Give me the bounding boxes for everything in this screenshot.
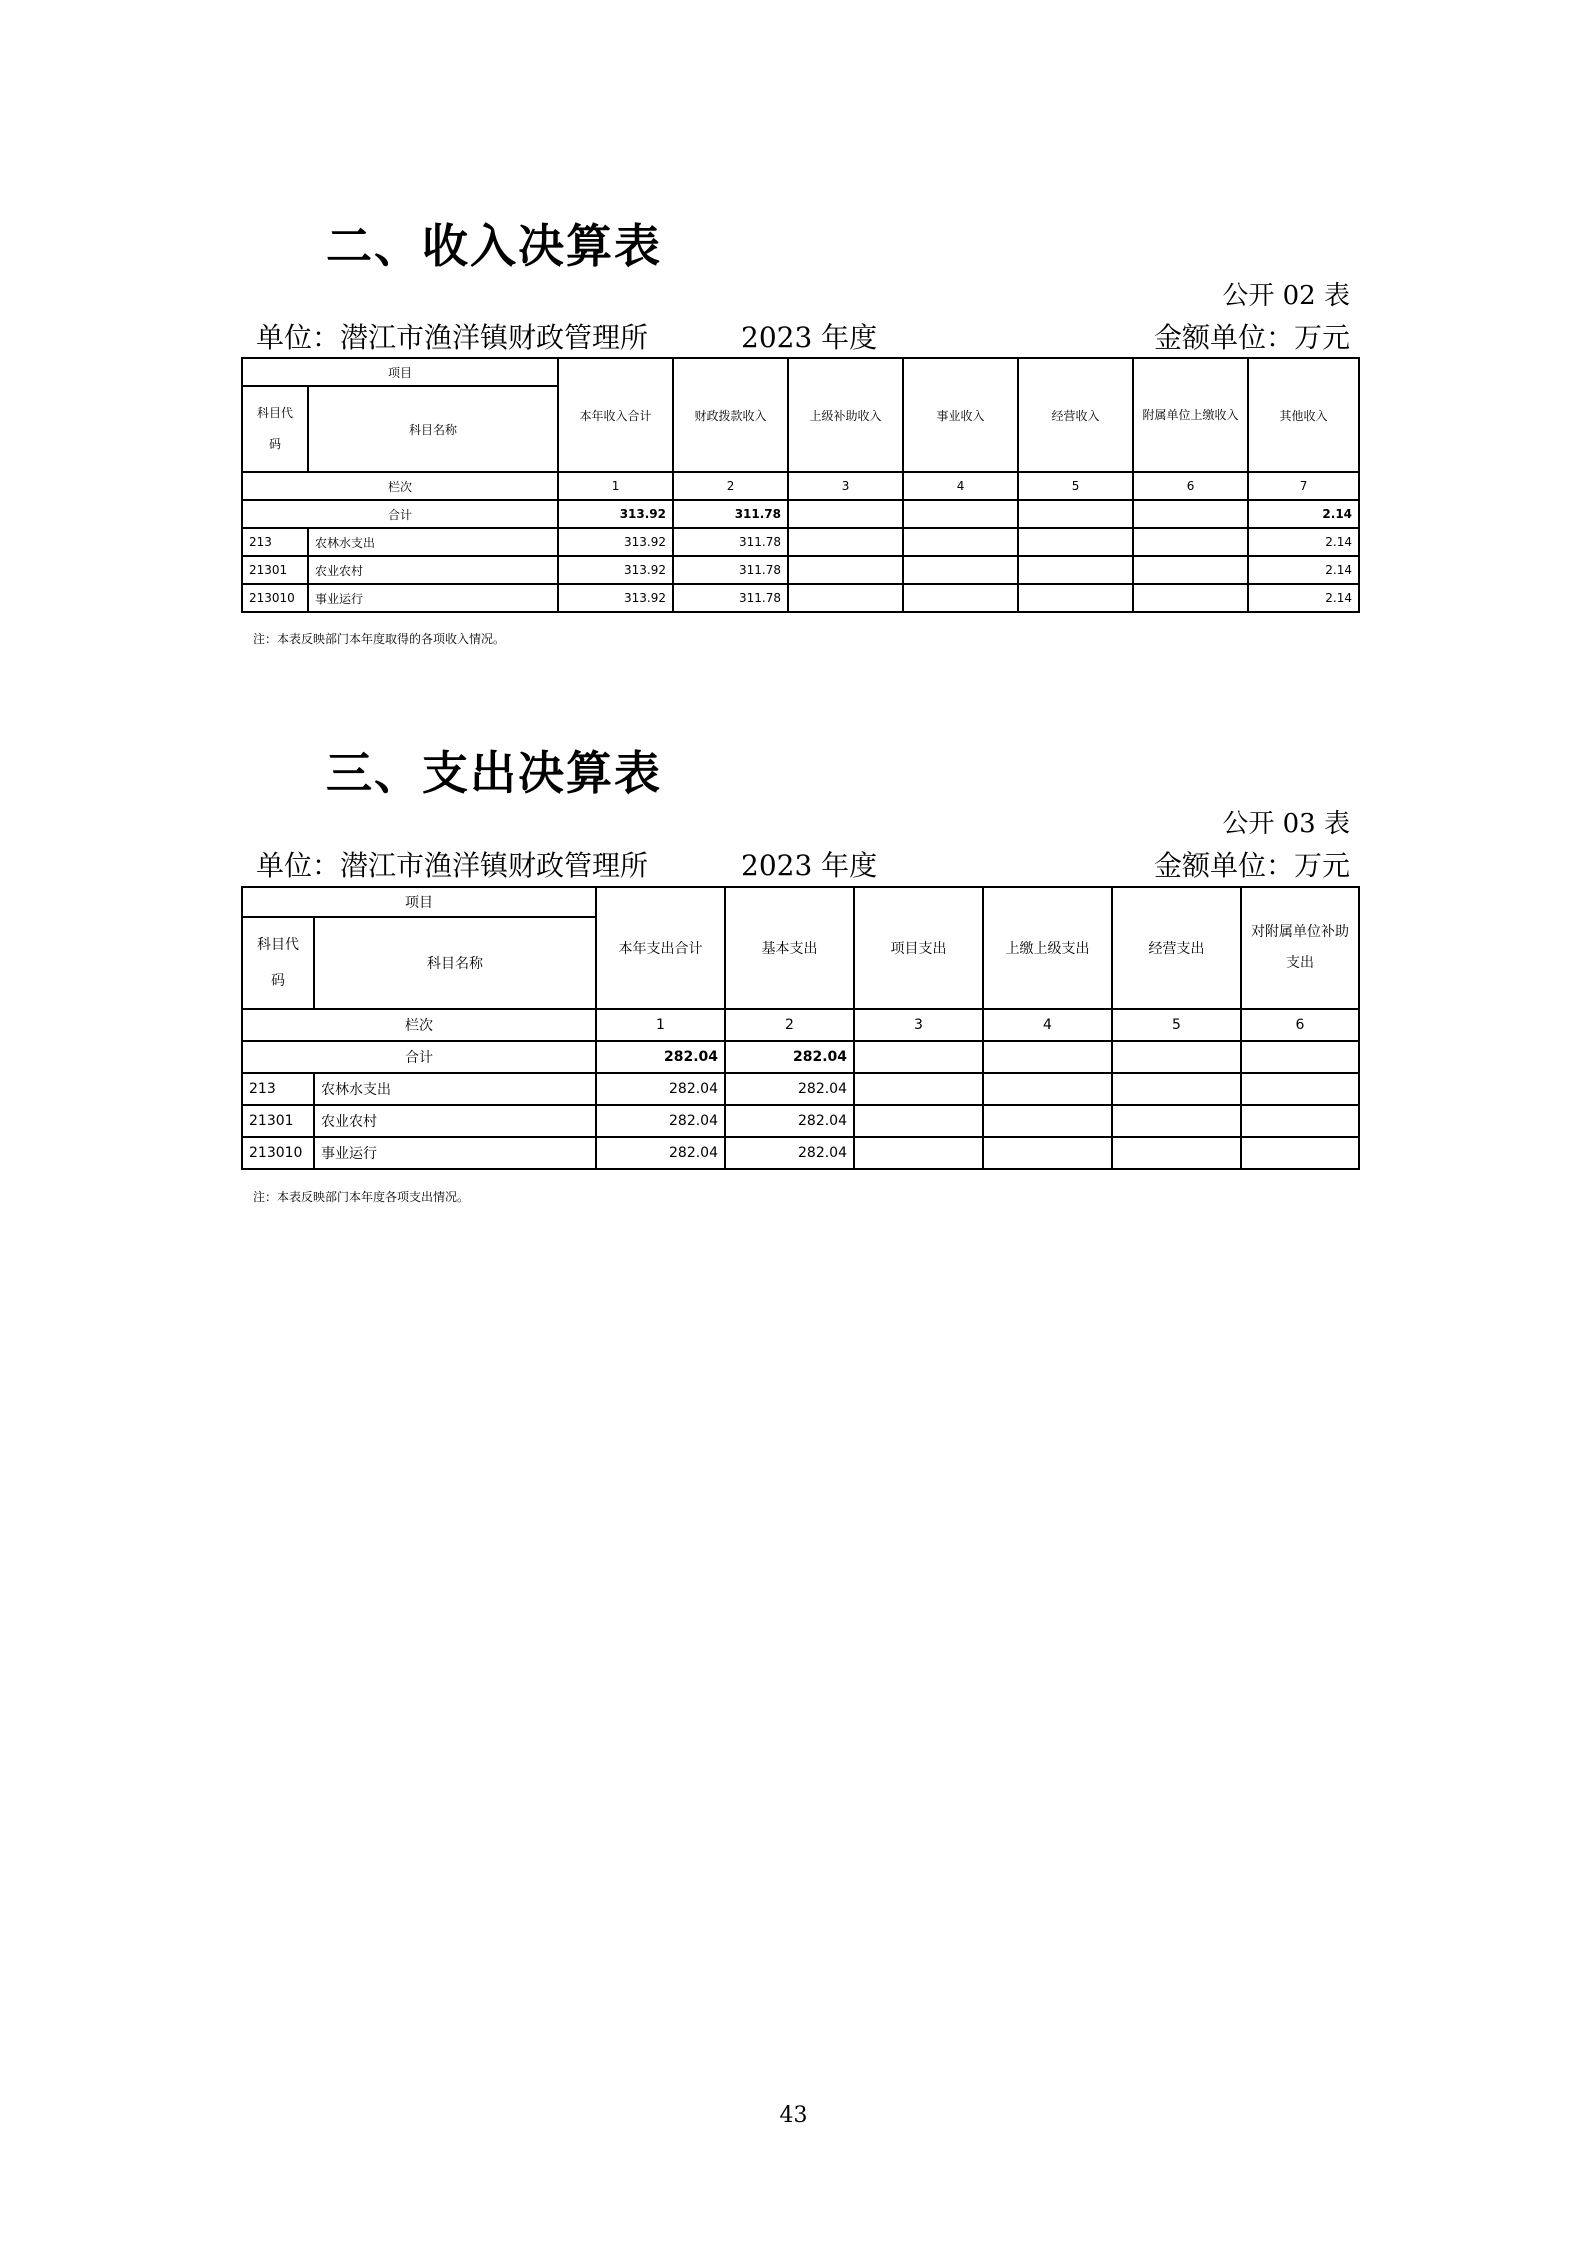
income-total-value: [1018, 500, 1133, 528]
income-colnum-row: [242, 472, 1359, 500]
expense-header-col: 上缴上级支出: [983, 887, 1112, 1009]
income-total-row: [242, 500, 1359, 528]
income-row-value: [788, 556, 903, 584]
expense-row-code: 21301: [242, 1105, 314, 1137]
expense-row-value: [1112, 1105, 1241, 1137]
income-row-value: [788, 584, 903, 612]
expense-row-name: 事业运行: [314, 1137, 596, 1169]
income-row-value: 313.92: [558, 584, 673, 612]
expense-table: [241, 886, 1360, 1170]
income-col-num: 2: [673, 472, 788, 500]
income-col-num: 6: [1133, 472, 1248, 500]
income-header-col: 其他收入: [1248, 358, 1359, 472]
income-col-num: 1: [558, 472, 673, 500]
income-row-value: [903, 556, 1018, 584]
expense-total-label: 合计: [242, 1041, 596, 1073]
expense-row-value: [983, 1073, 1112, 1105]
expense-col-num: 5: [1112, 1009, 1241, 1041]
expense-row-value: 282.04: [596, 1105, 725, 1137]
income-row-value: [1133, 528, 1248, 556]
table-row: [242, 556, 1359, 584]
expense-row-value: 282.04: [596, 1073, 725, 1105]
income-row-value: 313.92: [558, 528, 673, 556]
expense-row-code: 213010: [242, 1137, 314, 1169]
expense-row-value: [983, 1137, 1112, 1169]
expense-header-col: 对附属单位补助支出: [1241, 887, 1359, 1009]
income-unit-label: 单位：潜江市渔洋镇财政管理所: [256, 321, 649, 354]
income-row-value: 311.78: [673, 584, 788, 612]
expense-header-item: 项目: [242, 887, 596, 917]
income-row-code: 213: [242, 528, 308, 556]
income-row-value: 2.14: [1248, 528, 1359, 556]
income-header-col: 附属单位上缴收入: [1133, 358, 1248, 472]
income-row-value: [1018, 528, 1133, 556]
income-currency-unit: 金额单位：万元: [1153, 321, 1350, 354]
table-row: [242, 1137, 1359, 1169]
income-row-name: 农林水支出: [308, 528, 558, 556]
expense-unit-label: 单位：潜江市渔洋镇财政管理所: [256, 849, 649, 882]
expense-row-value: 282.04: [596, 1137, 725, 1169]
income-row-value: [903, 584, 1018, 612]
expense-total-value: 282.04: [725, 1041, 854, 1073]
expense-section-title: 三、支出决算表: [326, 746, 662, 800]
income-total-value: [788, 500, 903, 528]
expense-row-value: [854, 1073, 983, 1105]
expense-col-num: 2: [725, 1009, 854, 1041]
income-row-value: 313.92: [558, 556, 673, 584]
income-total-label: 合计: [242, 500, 558, 528]
income-row-value: 2.14: [1248, 556, 1359, 584]
income-row-value: [1018, 584, 1133, 612]
income-col-num: 5: [1018, 472, 1133, 500]
income-rowno-label: 栏次: [242, 472, 558, 500]
expense-header-col: 项目支出: [854, 887, 983, 1009]
income-col-num: 4: [903, 472, 1018, 500]
expense-form-number: 公开 03 表: [1222, 809, 1350, 839]
income-total-value: 313.92: [558, 500, 673, 528]
expense-col-num: 1: [596, 1009, 725, 1041]
expense-header-row: [242, 887, 1359, 917]
income-header-col: 财政拨款收入: [673, 358, 788, 472]
income-header-col: 本年收入合计: [558, 358, 673, 472]
expense-row-name: 农林水支出: [314, 1073, 596, 1105]
expense-total-value: [854, 1041, 983, 1073]
expense-total-row: [242, 1041, 1359, 1073]
income-total-value: [903, 500, 1018, 528]
income-year: 2023 年度: [741, 321, 878, 354]
income-row-value: [903, 528, 1018, 556]
expense-row-value: 282.04: [725, 1105, 854, 1137]
expense-total-value: [1241, 1041, 1359, 1073]
income-header-col: 经营收入: [1018, 358, 1133, 472]
expense-row-value: [1241, 1073, 1359, 1105]
expense-colnum-row: [242, 1009, 1359, 1041]
income-row-value: [1018, 556, 1133, 584]
income-header-name: 科目名称: [308, 386, 558, 472]
income-col-num: 3: [788, 472, 903, 500]
expense-header-col: 基本支出: [725, 887, 854, 1009]
expense-row-code: 213: [242, 1073, 314, 1105]
expense-row-value: [1241, 1105, 1359, 1137]
expense-header-col: 本年支出合计: [596, 887, 725, 1009]
expense-row-value: [983, 1105, 1112, 1137]
expense-row-value: 282.04: [725, 1073, 854, 1105]
income-header-code: 科目代 码: [242, 386, 308, 472]
income-row-code: 21301: [242, 556, 308, 584]
table-row: [242, 1105, 1359, 1137]
expense-table-note: 注：本表反映部门本年度各项支出情况。: [253, 1190, 470, 1204]
expense-year: 2023 年度: [741, 849, 878, 882]
income-row-value: 311.78: [673, 528, 788, 556]
expense-col-num: 6: [1241, 1009, 1359, 1041]
income-row-name: 事业运行: [308, 584, 558, 612]
income-row-value: [788, 528, 903, 556]
income-row-name: 农业农村: [308, 556, 558, 584]
expense-total-value: [1112, 1041, 1241, 1073]
income-row-value: 311.78: [673, 556, 788, 584]
income-header-col: 上级补助收入: [788, 358, 903, 472]
table-row: [242, 584, 1359, 612]
expense-header-col: 经营支出: [1112, 887, 1241, 1009]
expense-col-num: 3: [854, 1009, 983, 1041]
income-row-value: 2.14: [1248, 584, 1359, 612]
expense-row-value: [1112, 1137, 1241, 1169]
expense-total-value: 282.04: [596, 1041, 725, 1073]
expense-row-value: [854, 1137, 983, 1169]
income-header-item: 项目: [242, 358, 558, 386]
expense-rowno-label: 栏次: [242, 1009, 596, 1041]
income-total-value: [1133, 500, 1248, 528]
income-col-num: 7: [1248, 472, 1359, 500]
table-row: [242, 528, 1359, 556]
expense-row-value: [1112, 1073, 1241, 1105]
expense-total-value: [983, 1041, 1112, 1073]
income-section-title: 二、收入决算表: [326, 219, 662, 273]
expense-header-code: 科目代 码: [242, 917, 314, 1009]
expense-row-value: [854, 1105, 983, 1137]
page-number: 43: [779, 2103, 808, 2128]
expense-row-value: [1241, 1137, 1359, 1169]
income-total-value: 311.78: [673, 500, 788, 528]
table-row: [242, 1073, 1359, 1105]
income-table: [241, 357, 1360, 613]
income-total-value: 2.14: [1248, 500, 1359, 528]
income-row-code: 213010: [242, 584, 308, 612]
expense-currency-unit: 金额单位：万元: [1153, 849, 1350, 882]
income-table-note: 注：本表反映部门本年度取得的各项收入情况。: [253, 632, 506, 646]
income-header-col: 事业收入: [903, 358, 1018, 472]
expense-row-value: 282.04: [725, 1137, 854, 1169]
expense-col-num: 4: [983, 1009, 1112, 1041]
expense-row-name: 农业农村: [314, 1105, 596, 1137]
expense-header-name: 科目名称: [314, 917, 596, 1009]
income-header-row: [242, 358, 1359, 386]
income-row-value: [1133, 584, 1248, 612]
income-form-number: 公开 02 表: [1222, 281, 1350, 311]
income-row-value: [1133, 556, 1248, 584]
